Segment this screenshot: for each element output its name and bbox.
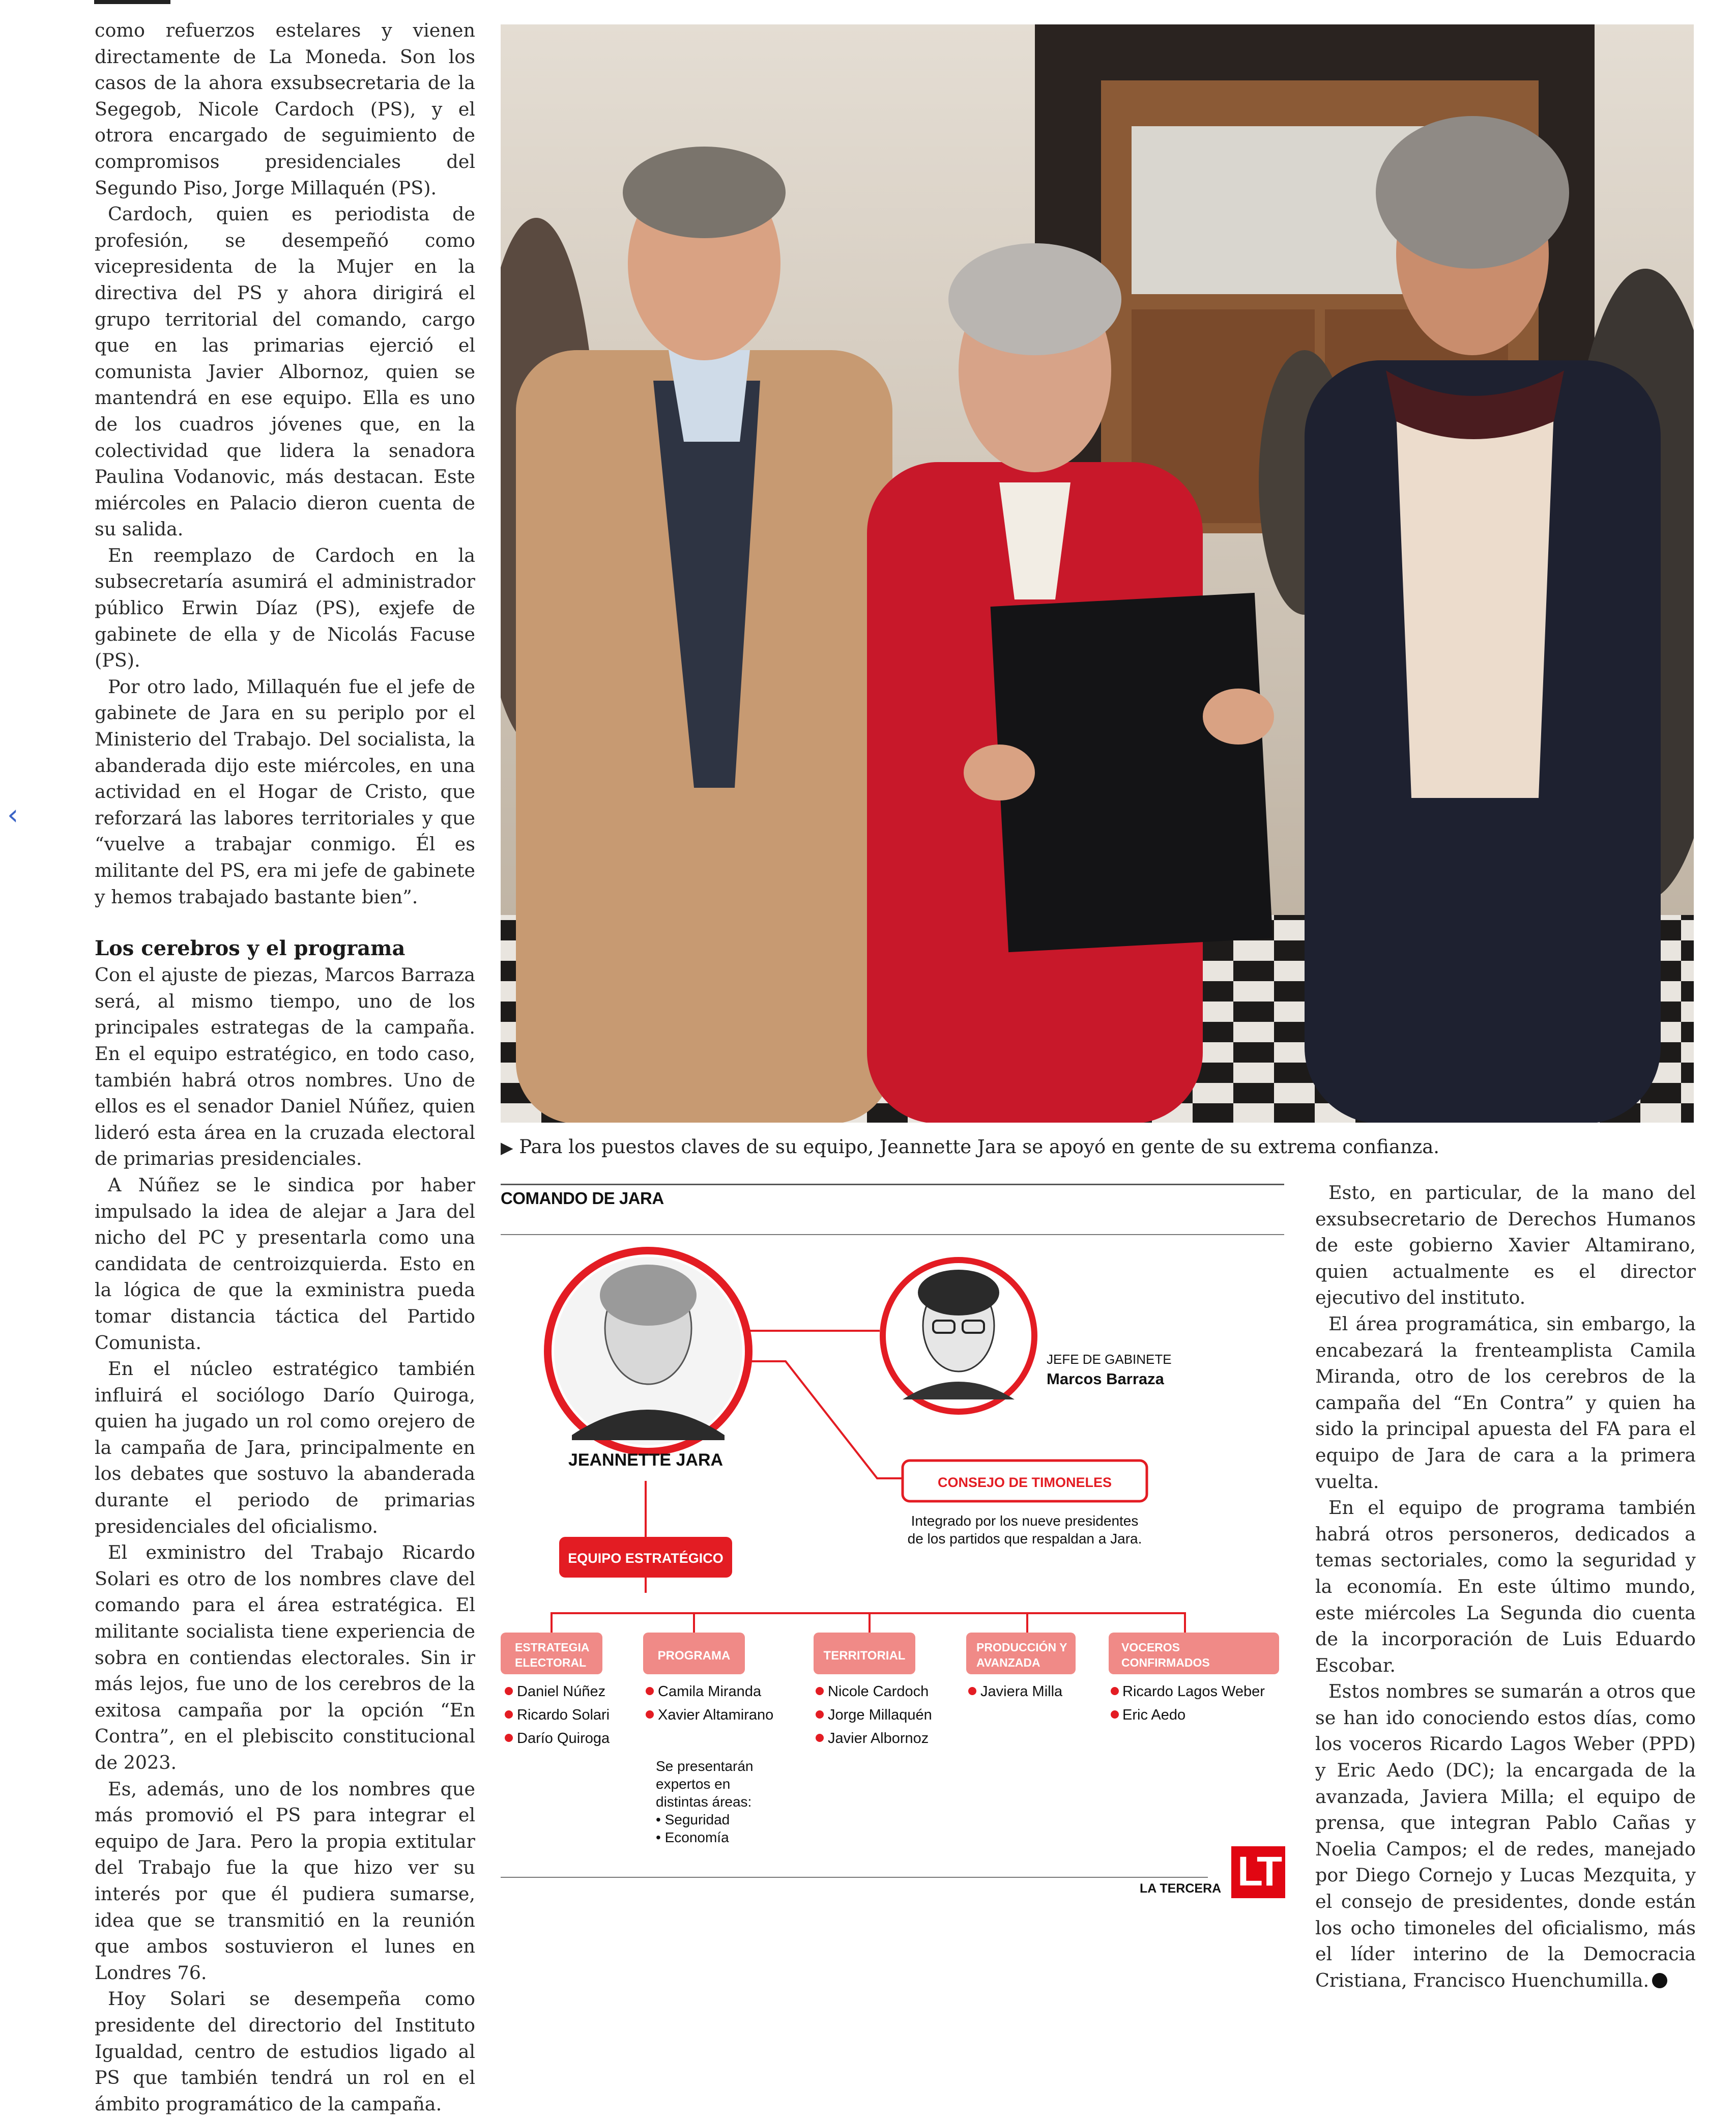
council-desc: Integrado por los nueve presidentes	[911, 1513, 1139, 1529]
chief-name: Marcos Barraza	[1047, 1370, 1164, 1388]
paragraph: Es, además, uno de los nombres que más promovió el PS para integrar el equipo de Jara. Pero la propia extitular del Trabajo fue la que hizo ver su interés por que él pudiera sumarse, idea que se transmitió en la reunión que ambos sostuvieron el lunes en Londres 76.	[95, 1778, 475, 1984]
member-name: Daniel Núñez	[517, 1683, 606, 1700]
paragraph: Hoy Solari se desempeña como presidente del directorio del Instituto Igualdad, centro de estudios ligado al PS que también tendrá un rol en el ámbito programático de la campaña.	[95, 1988, 475, 2115]
leader-portrait	[544, 1247, 753, 1455]
member-name: Nicole Cardoch	[828, 1683, 929, 1700]
connector	[694, 1613, 1027, 1633]
paragraph: En reemplazo de Cardoch en la subsecretaría asumirá el administrador público Erwin Díaz (PS), exjefe de gabinete de ella y de Nicolás Facuse (PS).	[95, 544, 475, 672]
red-dot-icon	[646, 1710, 654, 1719]
team-programa	[643, 1633, 773, 1845]
team-label: PROGRAMA	[657, 1649, 731, 1663]
paragraph: En el núcleo estratégico también influirá el sociólogo Darío Quiroga, quien ha jugado un rol como orejero de la campaña de Jara, principalmente en los debates que sostuvo la abanderada durante el periodo de primarias presidenciales del oficialismo.	[95, 1358, 475, 1537]
org-chart	[501, 1237, 1284, 1878]
member-name: Jorge Millaquén	[828, 1707, 932, 1723]
team-territorial	[814, 1633, 932, 1747]
section-bar	[94, 0, 170, 4]
paragraph: como refuerzos estelares y vienen directamente de La Moneda. Son los casos de la ahora exsubsecretaria de la Segegob, Nicole Cardoch (PS), y el otrora encargado de seguimiento de compromisos presidenciales del Segundo Piso, Jorge Millaquén (PS).	[95, 19, 475, 199]
la-tercera-logo: LT	[1231, 1846, 1285, 1898]
team-estrategia	[501, 1633, 610, 1747]
red-dot-icon	[816, 1687, 824, 1695]
program-note: distintas áreas:	[656, 1794, 752, 1810]
paragraph: Con el ajuste de piezas, Marcos Barraza será, al mismo tiempo, uno de los principales estrategas de la campaña. En el equipo estratégico, en todo caso, también habrá otros nombres. Uno de ellos es el senador Daniel Núñez, quien lideró esta área en la cruzada electoral de primarias presidenciales.	[95, 964, 475, 1170]
brand-name: LA TERCERA	[1140, 1881, 1222, 1896]
left-column	[95, 17, 475, 2117]
member-name: Javiera Milla	[980, 1683, 1063, 1700]
council-desc: de los partidos que respaldan a Jara.	[907, 1531, 1142, 1547]
paragraph: A Núñez se le sindica por haber impulsado la idea de alejar a Jara del nicho del PC y presentarla como una candidata de centroizquierda. Esto en la lógica de que la exministra pueda tomar distancia táctica del Partido Comunista.	[95, 1174, 475, 1354]
team-voceros	[1109, 1633, 1279, 1723]
chief-role: JEFE DE GABINETE	[1047, 1352, 1172, 1367]
paragraph: El exministro del Trabajo Ricardo Solari es otro de los nombres clave del comando para el área estratégica. El militante socialista tiene experiencia de sobra en contiendas electorales. Sin ir más lejos, fue uno de los cerebros de la exitosa campaña por la opción “En Contra”, en el plebiscito constitucional de 2023.	[95, 1541, 475, 1773]
red-dot-icon	[1111, 1687, 1119, 1695]
red-dot-icon	[505, 1687, 513, 1695]
section-heading: Los cerebros y el programa	[95, 936, 406, 961]
caption-text: Para los puestos claves de su equipo, Jeannette Jara se apoyó en gente de su extrema confianza.	[519, 1136, 1440, 1158]
team-label: TERRITORIAL	[823, 1649, 906, 1663]
member-name: Camila Miranda	[658, 1683, 762, 1700]
team-label: CONFIRMADOS	[1121, 1656, 1210, 1669]
paragraph-text: Estos nombres se sumarán a otros que se han ido conociendo estos días, como los voceros Ricardo Lagos Weber (PPD) y Eric Aedo (DC); la encargada de la avanzada, Javiera Milla; el equipo de prensa, que integran Pablo Cañas y Noelia Campos; el de redes, manejado por Diego Cornejo y Lucas Mezquita, y el consejo de presidentes, donde están los ocho timoneles del oficialismo, más el líder interino de la Democracia Cristiana, Francisco Huenchumilla.	[1315, 1680, 1696, 1991]
team-label: AVANZADA	[976, 1656, 1040, 1669]
chevron-left-icon[interactable]: ‹	[7, 798, 19, 832]
member-name: Ricardo Solari	[517, 1707, 610, 1723]
photo-illustration	[501, 24, 1694, 1123]
black-dot-icon	[1652, 1973, 1667, 1988]
council-label: CONSEJO DE TIMONELES	[937, 1475, 1112, 1490]
paragraph: En el equipo de programa también habrá otros personeros, dedicados a temas sectoriales, como la seguridad y la economía. En este último mundo, este miércoles La Segunda dio cuenta de la incorporación de Luis Eduardo Escobar.	[1315, 1497, 1696, 1676]
red-dot-icon	[816, 1710, 824, 1719]
paragraph: Esto, en particular, de la mano del exsubsecretario de Derechos Humanos de este gobierno Xavier Altamirano, quien actualmente es el director ejecutivo del instituto.	[1315, 1182, 1696, 1309]
paragraph: Por otro lado, Millaquén fue el jefe de gabinete de Jara en su periplo por el Ministerio del Trabajo. Del socialista, la abanderada dijo este miércoles, en una actividad en el Hogar de Cristo, que reforzará las labores territoriales y que “vuelve a trabajar conmigo. Él es militante del PS, era mi jefe de gabinete y hemos trabajado bastante bien”.	[95, 675, 475, 908]
news-photo	[501, 24, 1694, 1123]
member-name: Javier Albornoz	[828, 1730, 929, 1747]
red-dot-icon	[816, 1734, 824, 1742]
red-dot-icon	[505, 1734, 513, 1742]
member-name: Darío Quiroga	[517, 1730, 610, 1747]
program-note: Se presentarán	[656, 1758, 754, 1774]
team-label: VOCEROS	[1121, 1641, 1180, 1654]
triangle-right-icon: ▶	[501, 1138, 513, 1157]
connector	[552, 1613, 1185, 1633]
program-note: • Seguridad	[656, 1812, 730, 1827]
paragraph: Cardoch, quien es periodista de profesión, se desempeñó como vicepresidenta de la Mujer en la directiva del PS y ahora dirigirá el grupo territorial del comando, cargo que en las primarias ejerció el comunista Javier Albornoz, quien se mantendrá en ese equipo. Ella es uno de los cuadros jóvenes que, en la colectividad que lidera la senadora Paulina Vodanovic, más destacan. Este miércoles en Palacio dieron cuenta de su salida.	[95, 203, 475, 540]
team-label: PRODUCCIÓN Y	[976, 1641, 1067, 1654]
photo-caption	[501, 1135, 1694, 1160]
paragraph: El área programática, sin embargo, la encabezará la frenteamplista Camila Miranda, otro de los cerebros de la campaña del “En Contra” y quien ha sido la principal apuesta del FA para el equipo de Jara de cara a la primera vuelta.	[1315, 1312, 1696, 1493]
leader-name: JEANNETTE JARA	[568, 1450, 724, 1470]
strategic-team-label: EQUIPO ESTRATÉGICO	[568, 1551, 724, 1566]
team-label: ELECTORAL	[515, 1656, 587, 1669]
program-note: expertos en	[656, 1776, 731, 1792]
divider	[501, 1877, 1208, 1878]
program-note: • Economía	[656, 1829, 729, 1845]
chief-portrait	[880, 1257, 1037, 1415]
team-produccion	[966, 1633, 1076, 1700]
infographic-title: COMANDO DE JARA	[501, 1189, 664, 1208]
divider	[501, 1184, 1284, 1185]
red-dot-icon	[505, 1710, 513, 1719]
red-dot-icon	[968, 1687, 976, 1695]
member-name: Ricardo Lagos Weber	[1122, 1683, 1265, 1700]
member-name: Xavier Altamirano	[658, 1707, 774, 1723]
team-label: ESTRATEGIA	[515, 1641, 590, 1654]
red-dot-icon	[646, 1687, 654, 1695]
right-column	[1315, 1180, 1696, 1993]
red-dot-icon	[1111, 1710, 1119, 1719]
divider	[501, 1234, 1284, 1235]
member-name: Eric Aedo	[1122, 1707, 1186, 1723]
last-paragraph	[1315, 1678, 1696, 1993]
